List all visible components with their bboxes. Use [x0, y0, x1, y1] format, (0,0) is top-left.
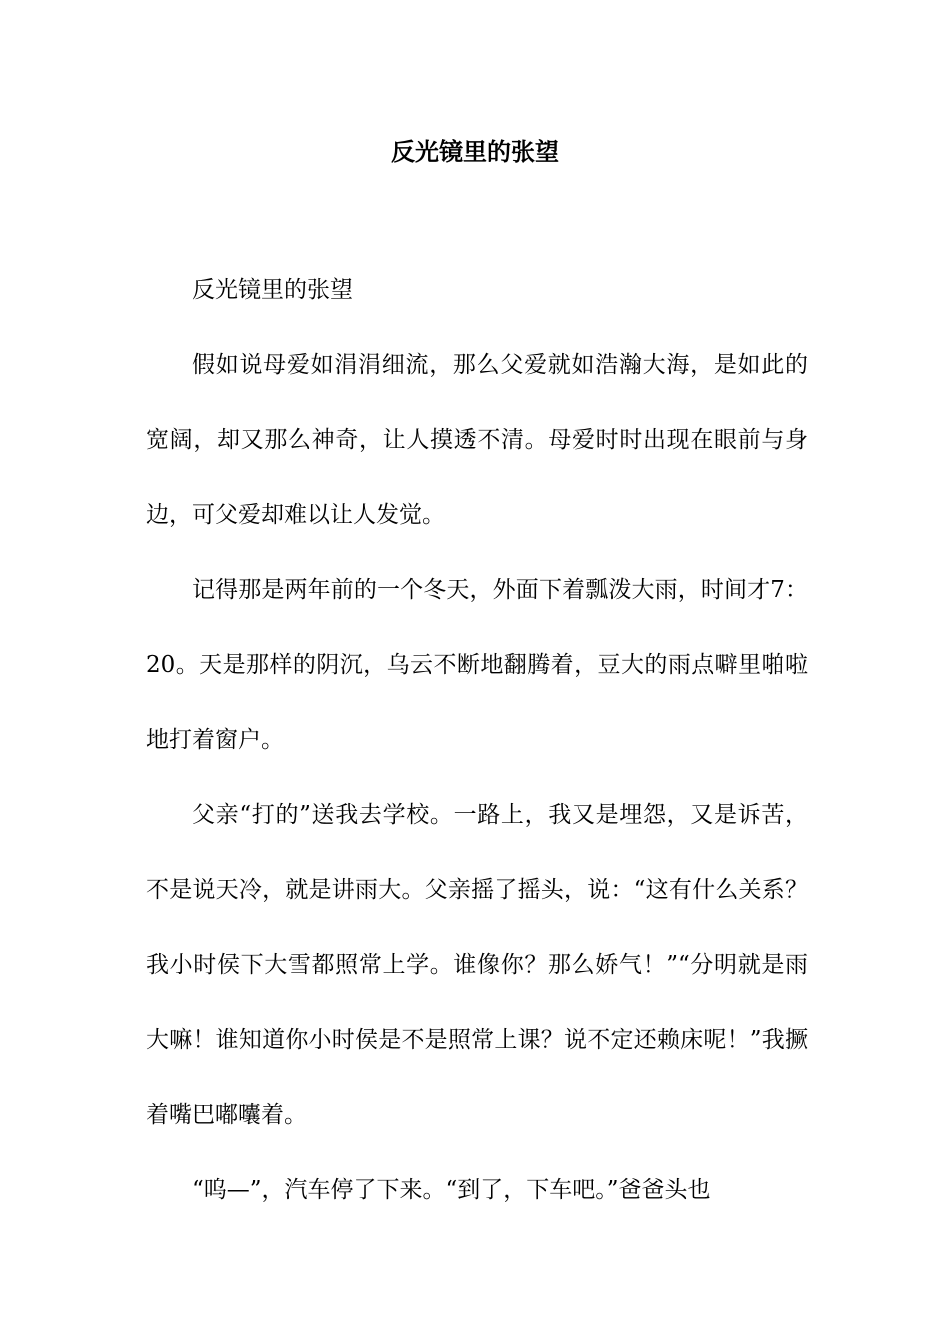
paragraph-intro: 假如说母爱如涓涓细流，那么父爱就如浩瀚大海，是如此的宽阔，却又那么神奇，让人摸透不清。母爱时时出现在眼前与身边，可父爱却难以让人发觉。	[146, 352, 808, 528]
document-title: 反光镜里的张望	[391, 138, 559, 166]
paragraph-taxi-ride: 父亲“打的”送我去学校。一路上，我又是埋怨，又是诉苦，不是说天冷，就是讲雨大。父亲摇了摇头，说：“这有什么关系？我小时侯下大雪都照常上学。谁像你？那么娇气！”“分明就是雨大嘛！谁知道你小时侯是不是照常上课？说不定还赖床呢！”我撅着嘴巴嘟囔着。	[146, 802, 808, 1128]
paragraph-subtitle: 反光镜里的张望	[192, 277, 353, 303]
document-body	[146, 253, 808, 1228]
paragraph-winter-day: 记得那是两年前的一个冬天，外面下着瓢泼大雨，时间才7：20。天是那样的阴沉，乌云不断地翻腾着，豆大的雨点噼里啪啦地打着窗户。	[146, 577, 808, 753]
paragraph-arrival: “呜—”，汽车停了下来。“到了，下车吧。”爸爸头也	[192, 1177, 711, 1203]
